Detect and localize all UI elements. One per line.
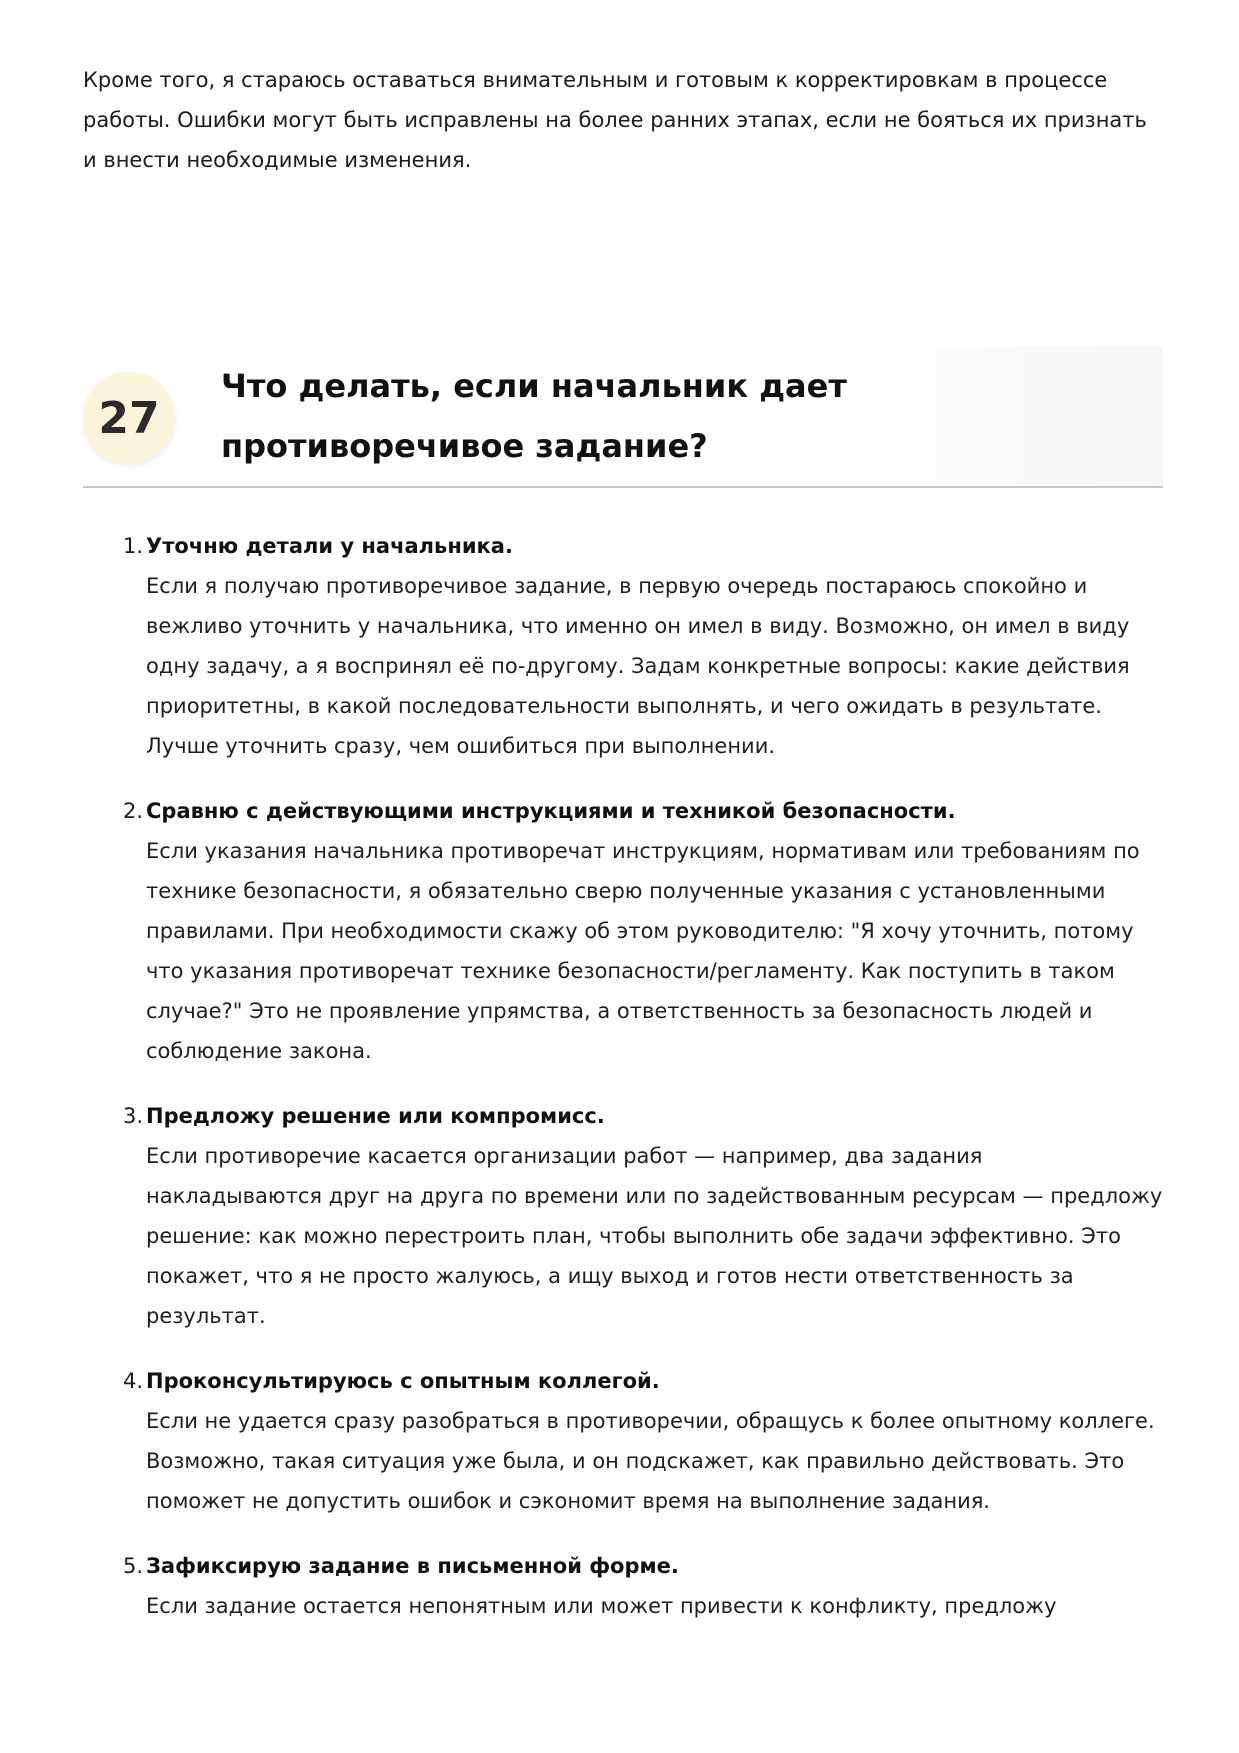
list-item-text: Если не удается сразу разобраться в противоречии, обращусь к более опытному коллеге. Возможно, такая ситуация уже была, и он подскажет, как правильно действовать. Это поможет не допустить ошибок и сэкономит время на выполнение задания. [146,1409,1155,1513]
list-item-title: Сравню с действующими инструкциями и техникой безопасности. [146,799,956,823]
list-item [83,1096,1163,1336]
list-item [83,526,1163,766]
section-title: Что делать, если начальник дает противоречивое задание? [221,367,847,465]
list-item [83,1361,1163,1521]
section-number-badge: 27 [83,372,175,464]
list-item-number: 4. [122,1369,143,1393]
list-item [83,1546,1163,1626]
list-item-text: Если указания начальника противоречат инструкциям, нормативам или требованиям по технике безопасности, я обязательно сверю полученные указания с установленными правилами. При необходимости скажу об этом руководителю: "Я хочу уточнить, потому что указания противоречат технике безопасности/регламенту. Как поступить в таком случае?" Это не проявление упрямства, а ответственность за безопасность людей и соблюдение закона. [146,839,1140,1063]
list-item-title: Предложу решение или компромисс. [146,1104,605,1128]
list-item-title: Проконсультируюсь с опытным коллегой. [146,1369,660,1393]
list-item-number: 3. [122,1104,143,1128]
list-item-title: Уточню детали у начальника. [146,534,513,558]
list-item-number: 5. [122,1554,143,1578]
list-item-number: 1. [122,534,143,558]
section-heading [83,346,1163,488]
list-item-text: Если противоречие касается организации работ — например, два задания накладываются друг на друга по времени или по задействованным ресурсам — предложу решение: как можно перестроить план, чтобы выполнить обе задачи эффективно. Это покажет, что я не просто жалуюсь, а ищу выход и готов нести ответственность за результат. [146,1144,1163,1328]
list-item-title: Зафиксирую задание в письменной форме. [146,1554,679,1578]
list-item-number: 2. [122,799,143,823]
answer-list [83,526,1163,1651]
list-item [83,791,1163,1071]
intro-paragraph: Кроме того, я стараюсь оставаться внимательным и готовым к корректировкам в процессе работы. Ошибки могут быть исправлены на более ранних этапах, если не бояться их признать и внести необходимые изменения. [83,68,1147,172]
list-item-text: Если я получаю противоречивое задание, в первую очередь постараюсь спокойно и вежливо уточнить у начальника, что именно он имел в виду. Возможно, он имел в виду одну задачу, а я воспринял её по-другому. Задам конкретные вопросы: какие действия приоритетны, в какой последовательности выполнять, и чего ожидать в результате. Лучше уточнить сразу, чем ошибиться при выполнении. [146,574,1130,758]
list-item-text: Если задание остается непонятным или может привести к конфликту, предложу [146,1594,1057,1618]
